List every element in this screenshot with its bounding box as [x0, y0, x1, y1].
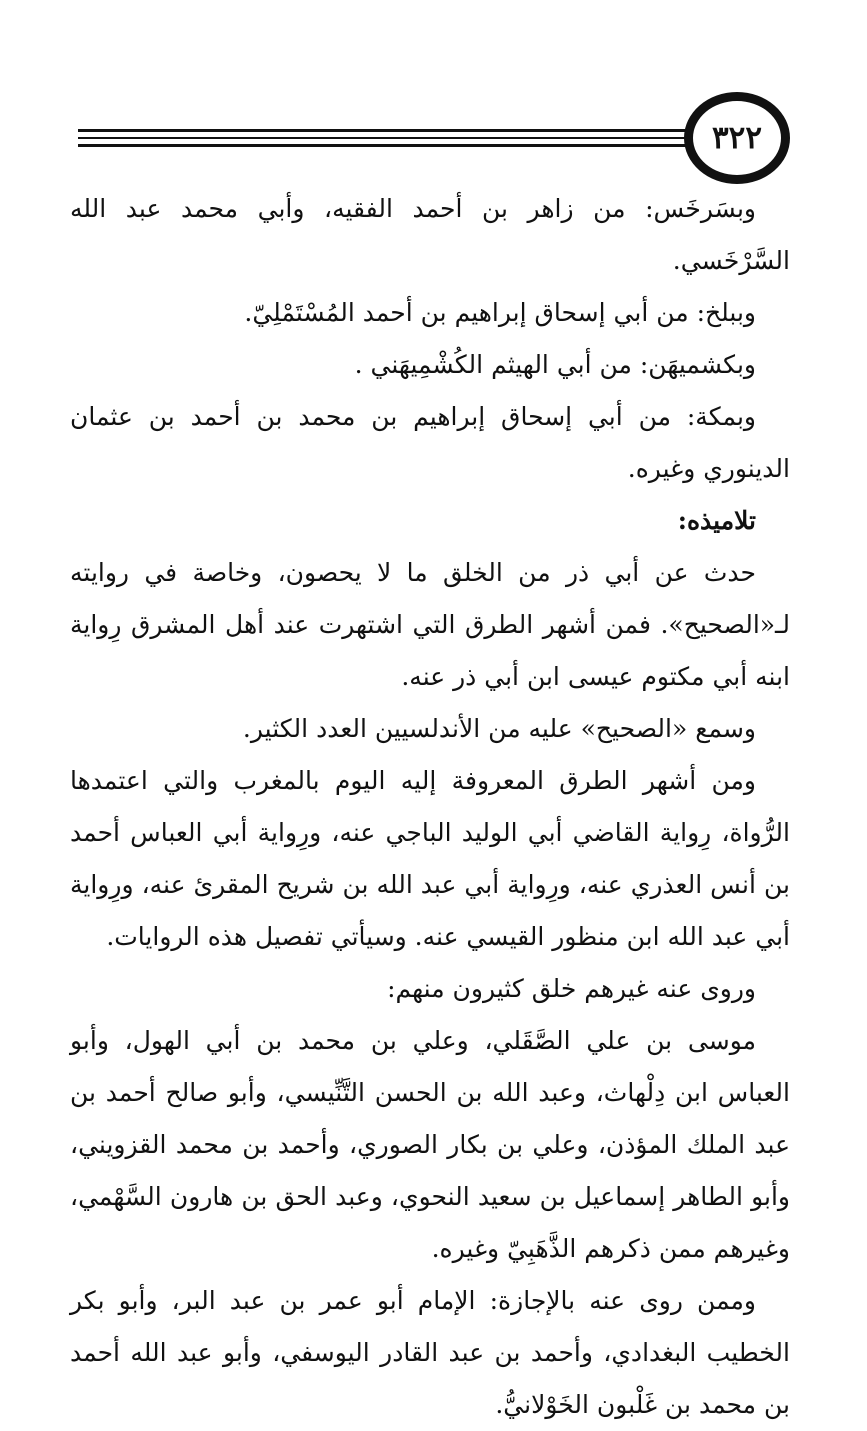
paragraph-andalusians: وسمع «الصحيح» عليه من الأندلسيين العدد الكثير.	[242, 714, 756, 743]
paragraph-sarakhs: وبسَرخَس: من زاهر بن أحمد الفقيه، وأبي محمد عبد الله السَّرْخَسي.	[70, 194, 790, 275]
section-heading-students: تلاميذه:	[677, 506, 756, 535]
paragraph-ijaza: وممن روى عنه بالإجازة: الإمام أبو عمر بن عبد البر، وأبو بكر الخطيب البغدادي، وأحمد بن عبد القادر اليوسفي، وأبو عبد الله أحمد بن محمد بن غَلْبون الخَوْلانيُّ.	[70, 1286, 790, 1419]
page-header	[78, 92, 790, 187]
paragraph-others-list: موسى بن علي الصَّقَلي، وعلي بن محمد بن أبي الهول، وأبو العباس ابن دِلْهاث، وعبد الله بن الحسن التَّنِّيسي، وأبو صالح أحمد بن عبد الملك المؤذن، وعلي بن بكار الصوري، وأحمد بن محمد القزويني، وأبو الطاهر إسماعيل بن سعيد النحوي، وعبد الحق بن هارون السَّهْمي، وغيرهم ممن ذكرهم الذَّهَبِيّ وغيره.	[70, 1026, 790, 1263]
header-rule	[78, 137, 695, 139]
paragraph-makkah: وبمكة: من أبي إسحاق إبراهيم بن محمد بن أحمد بن عثمان الدينوري وغيره.	[70, 402, 790, 483]
paragraph-balkh: وببلخ: من أبي إسحاق إبراهيم بن أحمد المُسْتَمْلِيّ.	[244, 298, 756, 327]
header-rule	[78, 129, 695, 132]
paragraph-kushmeehan: وبكشميهَن: من أبي الهيثم الكُشْمِيهَني .	[354, 350, 756, 379]
page-body	[70, 183, 790, 1431]
paragraph-students-intro: حدث عن أبي ذر من الخلق ما لا يحصون، وخاصة في روايته لـ«الصحيح». فمن أشهر الطرق التي اشتهرت عند أهل المشرق رِواية ابنه أبي مكتوم عيسى ابن أبي ذر عنه.	[70, 558, 790, 691]
paragraph-others-intro: وروى عنه غيرهم خلق كثيرون منهم:	[387, 974, 756, 1003]
paragraph-maghreb-routes: ومن أشهر الطرق المعروفة إليه اليوم بالمغرب والتي اعتمدها الرُّواة، رِواية القاضي أبي الوليد الباجي عنه، ورِواية أبي العباس أحمد بن أنس العذري عنه، ورِواية أبي عبد الله بن شريح المقرئ عنه، ورِواية أبي عبد الله ابن منظور القيسي عنه. وسيأتي تفصيل هذه الروايات.	[70, 766, 790, 951]
header-rule	[78, 144, 695, 147]
page-number-badge	[684, 92, 790, 184]
page-number: ٣٢٢	[712, 120, 762, 156]
